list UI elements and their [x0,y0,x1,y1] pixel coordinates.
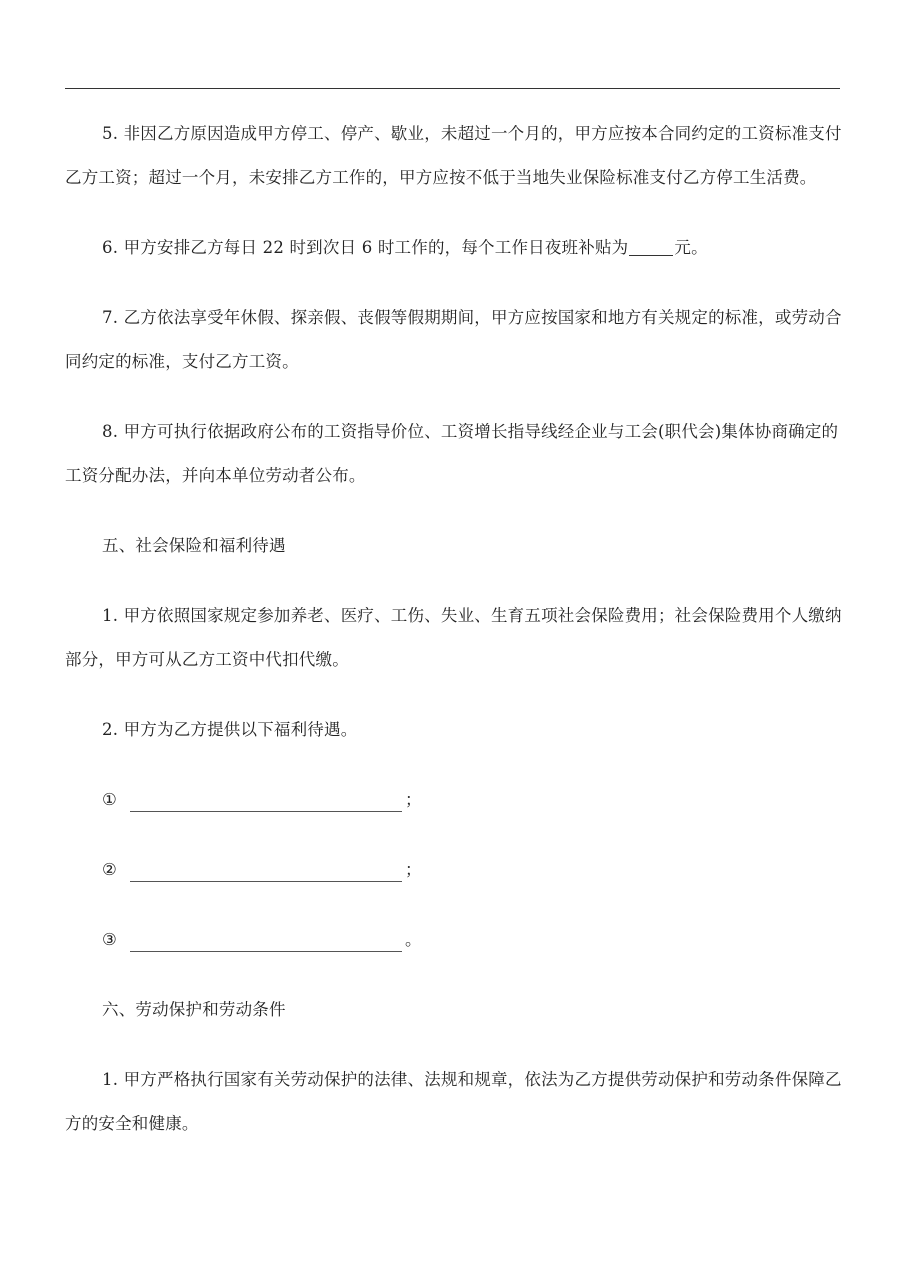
section-5-item-1: 1. 甲方依照国家规定参加养老、医疗、工伤、失业、生育五项社会保险费用；社会保险费用个人缴纳部分，甲方可从乙方工资中代扣代缴。 [65,606,842,669]
section-5-item-2: 2. 甲方为乙方提供以下福利待遇。 [102,720,358,739]
benefit-line-3 [65,918,845,962]
benefit-line-2 [65,848,845,892]
clause-8: 8. 甲方可执行依据政府公布的工资指导价位、工资增长指导线经企业与工会(职代会)集体协商确定的工资分配办法，并向本单位劳动者公布。 [65,422,839,485]
benefit-marker: ③ [102,930,117,949]
clause-7: 7. 乙方依法享受年休假、探亲假、丧假等假期期间，甲方应按国家和地方有关规定的标准，或劳动合同约定的标准，支付乙方工资。 [65,308,842,371]
benefit-line-1 [65,778,845,822]
benefit-punctuation: 。 [405,930,422,949]
clause-6 [65,226,845,270]
benefit-blank[interactable] [130,929,402,952]
clause-6-text: 6. 甲方安排乙方每日 22 时到次日 6 时工作的，每个工作日夜班补贴为 [102,238,629,257]
clause-6-unit: 元。 [674,238,708,257]
benefit-blank[interactable] [130,859,402,882]
section-6-heading: 六、劳动保护和劳动条件 [102,1000,286,1019]
section-5-heading: 五、社会保险和福利待遇 [102,536,286,555]
benefit-marker: ② [102,860,117,879]
benefit-punctuation: ； [405,860,422,879]
header-rule [65,88,840,89]
benefit-punctuation: ； [405,790,422,809]
benefit-blank[interactable] [130,789,402,812]
night-allowance-blank[interactable] [629,239,673,257]
benefit-marker: ① [102,790,117,809]
section-6-item-1: 1. 甲方严格执行国家有关劳动保护的法律、法规和规章，依法为乙方提供劳动保护和劳动条件保障乙方的安全和健康。 [65,1070,842,1133]
document-body [65,112,845,1172]
clause-5: 5. 非因乙方原因造成甲方停工、停产、歇业，未超过一个月的，甲方应按本合同约定的工资标准支付乙方工资；超过一个月，未安排乙方工作的，甲方应按不低于当地失业保险标准支付乙方停工生活费。 [65,124,842,187]
